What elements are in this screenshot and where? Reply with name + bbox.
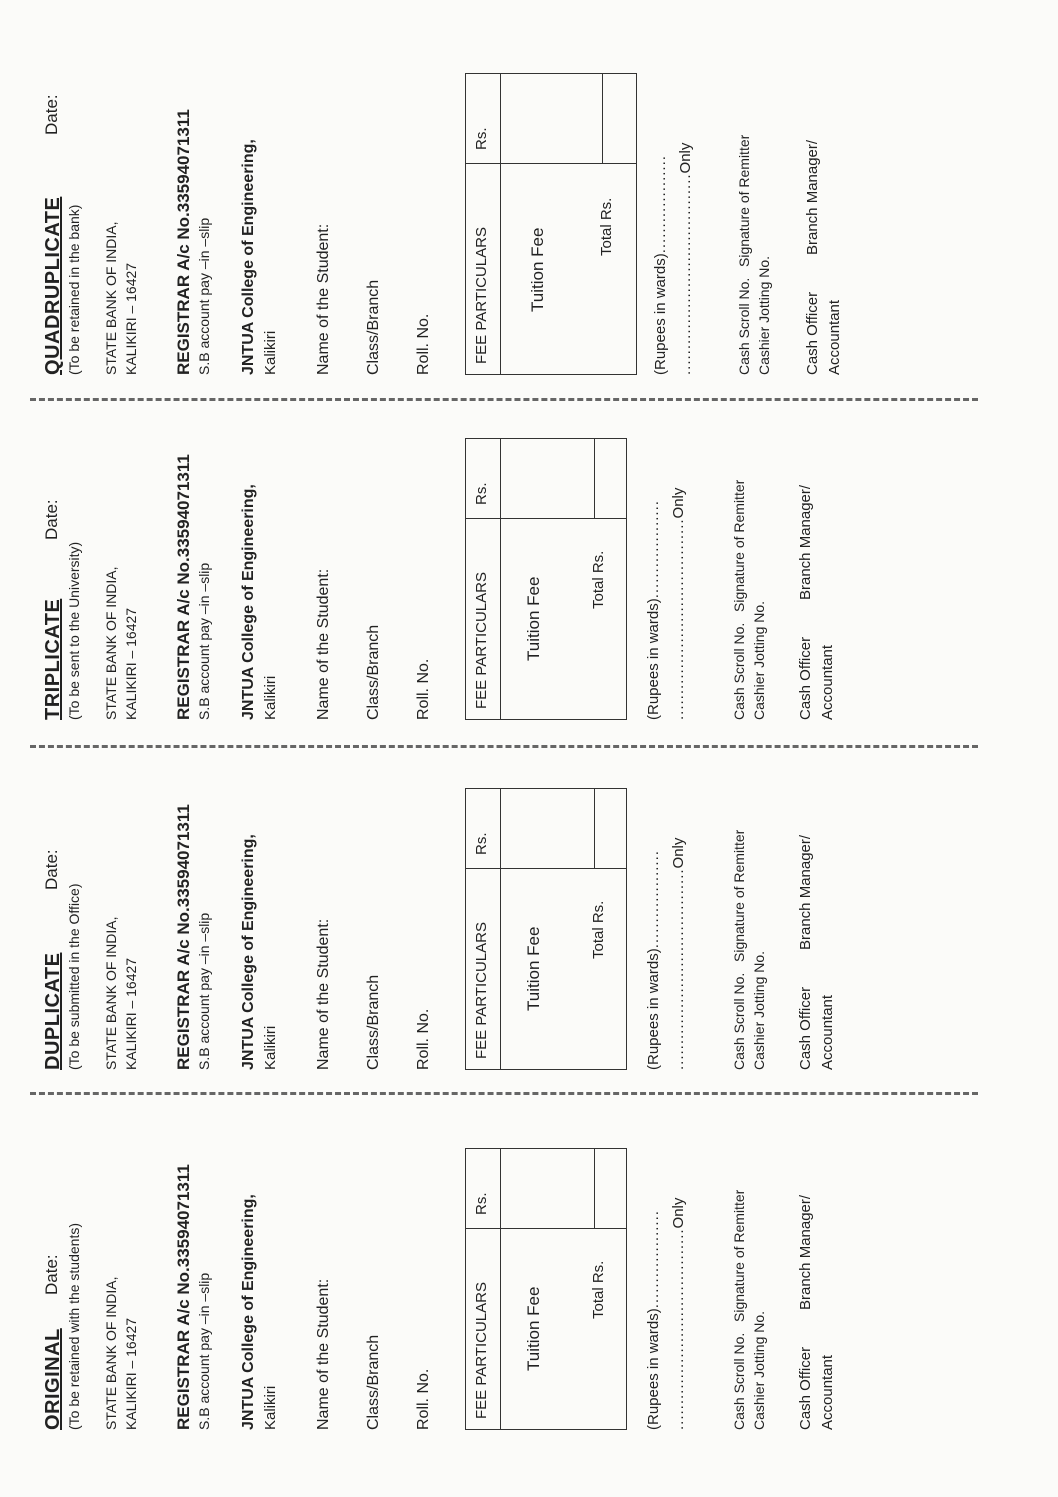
copy-title: QUADRUPLICATE bbox=[42, 196, 64, 375]
amount-only-line bbox=[670, 488, 687, 720]
bank-branch: KALIKIRI – 16427 bbox=[123, 607, 139, 720]
remitter-signature-label: Signature of Remitter bbox=[731, 1189, 747, 1322]
words-label: (Rupees in wards) bbox=[645, 948, 662, 1070]
bank-name: STATE BANK OF INDIA, bbox=[103, 221, 119, 375]
words-dots: ................... bbox=[645, 850, 662, 949]
college-location: Kalikiri bbox=[262, 675, 279, 720]
amount-in-words-label bbox=[645, 850, 662, 1070]
amount-in-words-label bbox=[645, 500, 662, 720]
bank-branch: KALIKIRI – 16427 bbox=[123, 957, 139, 1070]
cut-line bbox=[30, 398, 978, 401]
fee-table bbox=[465, 1148, 627, 1430]
cashier-jotting-label: Cashier Jotting No. bbox=[751, 600, 767, 720]
college-name: JNTUA College of Engineering, bbox=[240, 834, 257, 1070]
cash-scroll-label: Cash Scroll No. bbox=[736, 277, 752, 375]
only-dots: ....................................... bbox=[670, 518, 687, 720]
copy-title: TRIPLICATE bbox=[42, 598, 64, 720]
amount-only-line bbox=[670, 838, 687, 1070]
copy-title: ORIGINAL bbox=[42, 1328, 64, 1430]
date-label: Date: bbox=[42, 94, 61, 135]
only-label: Only bbox=[670, 837, 687, 869]
college-location: Kalikiri bbox=[262, 1025, 279, 1070]
challan-quadruplicate bbox=[40, 0, 843, 385]
copy-note: (To be submitted in the Office) bbox=[66, 883, 82, 1070]
rs-header: Rs. bbox=[473, 1192, 490, 1215]
rs-header: Rs. bbox=[473, 832, 490, 855]
column-divider bbox=[466, 1228, 626, 1229]
bank-name: STATE BANK OF INDIA, bbox=[103, 916, 119, 1070]
student-name-label: Name of the Student: bbox=[315, 918, 332, 1070]
account-number: REGISTRAR A/c No.33594071311 bbox=[174, 454, 193, 720]
amount-in-words-label bbox=[645, 1210, 662, 1430]
student-name-label: Name of the Student: bbox=[315, 1278, 332, 1430]
account-type: S.B account pay –in –slip bbox=[196, 912, 212, 1070]
accountant-label: Accountant bbox=[819, 1354, 836, 1430]
bank-name: STATE BANK OF INDIA, bbox=[103, 1276, 119, 1430]
cash-officer-label: Cash Officer bbox=[804, 291, 821, 375]
cash-scroll-label: Cash Scroll No. bbox=[731, 622, 747, 720]
total-row-line bbox=[594, 439, 595, 519]
cashier-jotting-label: Cashier Jotting No. bbox=[751, 1310, 767, 1430]
fee-table bbox=[465, 73, 637, 375]
branch-manager-label: Branch Manager/ bbox=[797, 834, 814, 950]
account-type: S.B account pay –in –slip bbox=[196, 217, 212, 375]
college-location: Kalikiri bbox=[262, 330, 279, 375]
column-divider bbox=[466, 163, 636, 164]
account-number: REGISTRAR A/c No.33594071311 bbox=[174, 109, 193, 375]
total-row-line bbox=[594, 1149, 595, 1229]
remitter-signature-label: Signature of Remitter bbox=[736, 134, 752, 267]
only-label: Only bbox=[670, 1197, 687, 1229]
total-label: Total Rs. bbox=[590, 1260, 607, 1319]
college-location: Kalikiri bbox=[262, 1385, 279, 1430]
column-divider bbox=[466, 518, 626, 519]
branch-manager-label: Branch Manager/ bbox=[797, 1194, 814, 1310]
accountant-label: Accountant bbox=[819, 644, 836, 720]
total-label: Total Rs. bbox=[590, 550, 607, 609]
account-type: S.B account pay –in –slip bbox=[196, 1272, 212, 1430]
remitter-signature-label: Signature of Remitter bbox=[731, 479, 747, 612]
student-name-label: Name of the Student: bbox=[315, 568, 332, 720]
only-label: Only bbox=[670, 487, 687, 519]
cash-officer-label: Cash Officer bbox=[797, 636, 814, 720]
cut-line bbox=[30, 745, 978, 748]
cash-scroll-label: Cash Scroll No. bbox=[731, 1332, 747, 1430]
bank-branch: KALIKIRI – 16427 bbox=[123, 262, 139, 375]
only-label: Only bbox=[677, 142, 694, 174]
words-dots: ................... bbox=[645, 500, 662, 599]
accountant-label: Accountant bbox=[819, 994, 836, 1070]
fee-particulars-header: FEE PARTICULARS bbox=[473, 922, 490, 1059]
copy-note: (To be retained in the bank) bbox=[66, 204, 82, 375]
class-branch-label: Class/Branch bbox=[365, 279, 382, 375]
cash-officer-label: Cash Officer bbox=[797, 1346, 814, 1430]
rs-header: Rs. bbox=[473, 482, 490, 505]
date-label: Date: bbox=[42, 849, 61, 890]
fee-item-tuition: Tuition Fee bbox=[528, 227, 547, 312]
fee-item-tuition: Tuition Fee bbox=[524, 576, 543, 661]
roll-no-label: Roll. No. bbox=[415, 658, 432, 720]
roll-no-label: Roll. No. bbox=[415, 1008, 432, 1070]
roll-no-label: Roll. No. bbox=[415, 1368, 432, 1430]
words-dots: ................... bbox=[645, 1210, 662, 1309]
words-dots: ................... bbox=[652, 155, 669, 254]
only-dots: ....................................... bbox=[670, 868, 687, 1070]
rs-header: Rs. bbox=[473, 127, 490, 150]
date-label: Date: bbox=[42, 499, 61, 540]
amount-only-line bbox=[677, 143, 694, 375]
fee-table bbox=[465, 438, 627, 720]
fee-table bbox=[465, 788, 627, 1070]
words-label: (Rupees in wards) bbox=[645, 1308, 662, 1430]
fee-item-tuition: Tuition Fee bbox=[524, 1286, 543, 1371]
branch-manager-label: Branch Manager/ bbox=[797, 484, 814, 600]
bank-name: STATE BANK OF INDIA, bbox=[103, 566, 119, 720]
date-label: Date: bbox=[42, 1254, 61, 1295]
total-row-line bbox=[602, 74, 603, 164]
words-label: (Rupees in wards) bbox=[652, 253, 669, 375]
total-row-line bbox=[594, 789, 595, 869]
fee-particulars-header: FEE PARTICULARS bbox=[473, 227, 490, 364]
copy-title: DUPLICATE bbox=[42, 952, 64, 1070]
roll-no-label: Roll. No. bbox=[415, 313, 432, 375]
only-dots: ....................................... bbox=[677, 173, 694, 375]
college-name: JNTUA College of Engineering, bbox=[240, 484, 257, 720]
amount-in-words-label bbox=[652, 155, 669, 375]
amount-only-line bbox=[670, 1198, 687, 1430]
total-label: Total Rs. bbox=[590, 900, 607, 959]
copy-note: (To be retained with the students) bbox=[66, 1222, 82, 1430]
only-dots: ....................................... bbox=[670, 1228, 687, 1430]
account-number: REGISTRAR A/c No.33594071311 bbox=[174, 1164, 193, 1430]
cashier-jotting-label: Cashier Jotting No. bbox=[756, 255, 772, 375]
student-name-label: Name of the Student: bbox=[315, 223, 332, 375]
copy-note: (To be sent to the University) bbox=[66, 541, 82, 720]
fee-particulars-header: FEE PARTICULARS bbox=[473, 1282, 490, 1419]
college-name: JNTUA College of Engineering, bbox=[240, 139, 257, 375]
words-label: (Rupees in wards) bbox=[645, 598, 662, 720]
total-label: Total Rs. bbox=[598, 197, 615, 256]
class-branch-label: Class/Branch bbox=[365, 624, 382, 720]
college-name: JNTUA College of Engineering, bbox=[240, 1194, 257, 1430]
bank-branch: KALIKIRI – 16427 bbox=[123, 1317, 139, 1430]
account-type: S.B account pay –in –slip bbox=[196, 562, 212, 720]
fee-item-tuition: Tuition Fee bbox=[524, 926, 543, 1011]
column-divider bbox=[466, 868, 626, 869]
accountant-label: Accountant bbox=[826, 299, 843, 375]
fee-particulars-header: FEE PARTICULARS bbox=[473, 572, 490, 709]
class-branch-label: Class/Branch bbox=[365, 974, 382, 1070]
cash-scroll-label: Cash Scroll No. bbox=[731, 972, 747, 1070]
cut-line bbox=[30, 1092, 978, 1095]
branch-manager-label: Branch Manager/ bbox=[804, 139, 821, 255]
class-branch-label: Class/Branch bbox=[365, 1334, 382, 1430]
cashier-jotting-label: Cashier Jotting No. bbox=[751, 950, 767, 1070]
remitter-signature-label: Signature of Remitter bbox=[731, 829, 747, 962]
account-number: REGISTRAR A/c No.33594071311 bbox=[174, 804, 193, 1070]
cash-officer-label: Cash Officer bbox=[797, 986, 814, 1070]
